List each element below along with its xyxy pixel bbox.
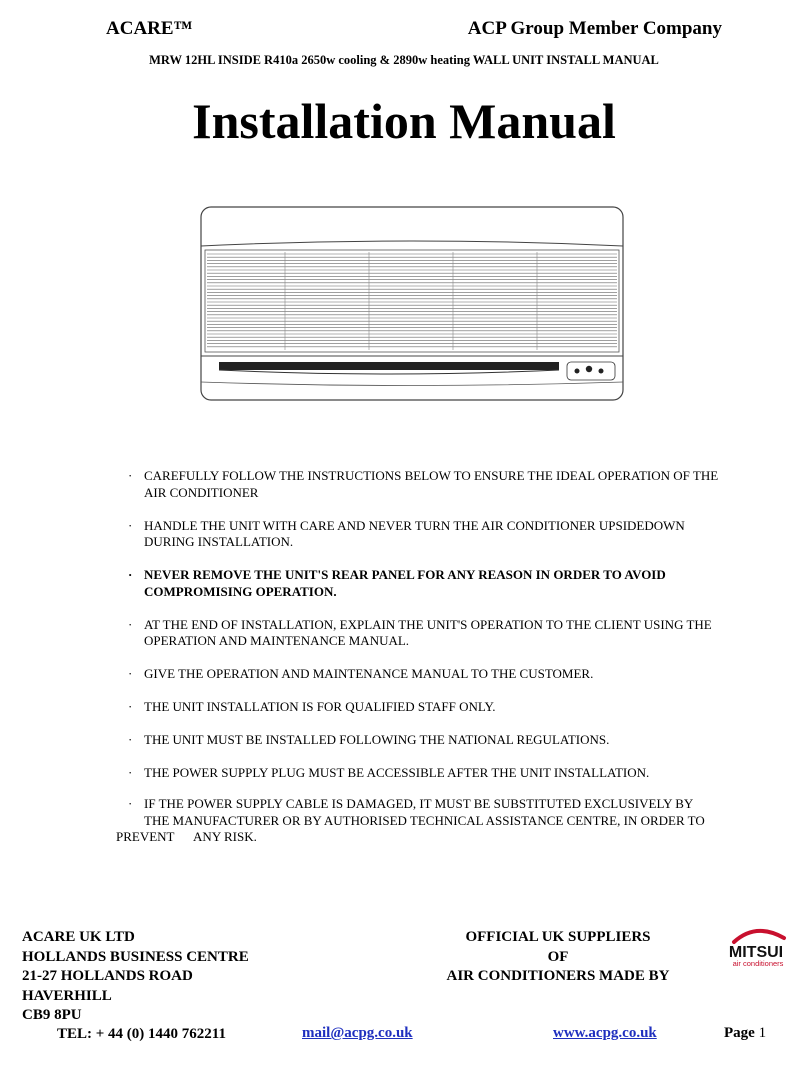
address-line: CB9 8PU bbox=[22, 1007, 82, 1023]
document-subtitle: MRW 12HL INSIDE R410a 2650w cooling & 2890w heating WALL UNIT INSTALL MANUAL bbox=[149, 53, 659, 67]
bullet-dot: · bbox=[128, 567, 133, 582]
list-item-text: THE UNIT MUST BE INSTALLED FOLLOWING THE NATIONAL REGULATIONS. bbox=[144, 732, 610, 747]
page-title: Installation Manual bbox=[192, 93, 616, 149]
list-item bbox=[128, 518, 728, 551]
bullet-dot: · bbox=[128, 699, 133, 714]
suppliers-line: AIR CONDITIONERS MADE BY bbox=[446, 968, 670, 984]
address-line: 21-27 HOLLANDS ROAD bbox=[22, 968, 193, 984]
company-name: ACP Group Member Company bbox=[467, 18, 722, 39]
suppliers-line: OF bbox=[547, 948, 569, 965]
instructions-list bbox=[116, 468, 728, 862]
address-line: HOLLANDS BUSINESS CENTRE bbox=[22, 948, 249, 965]
list-item bbox=[128, 765, 728, 782]
address-line: HAVERHILL bbox=[22, 987, 112, 1004]
company-address bbox=[22, 928, 249, 1026]
list-item bbox=[128, 567, 728, 600]
brand-name: ACARE™ bbox=[106, 18, 193, 39]
mitsui-logo bbox=[718, 924, 794, 968]
list-item-line: THE MANUFACTURER OR BY AUTHORISED TECHNICAL ASSISTANCE CENTRE, IN ORDER TO bbox=[144, 812, 705, 828]
list-item bbox=[128, 732, 728, 749]
list-item bbox=[128, 617, 728, 650]
list-item bbox=[128, 699, 728, 716]
bullet-dot: · bbox=[128, 616, 133, 632]
list-item bbox=[116, 796, 728, 846]
list-item-line: PREVENT ANY RISK. bbox=[116, 829, 257, 844]
website-link[interactable]: www.acpg.co.uk bbox=[553, 1025, 657, 1041]
bullet-dot: · bbox=[128, 765, 133, 780]
list-item-text: NEVER REMOVE THE UNIT'S REAR PANEL FOR ANY REASON IN ORDER TO AVOID COMPROMISING OPERATION. bbox=[144, 567, 666, 599]
page-number-value: 1 bbox=[758, 1025, 767, 1041]
list-item-text: GIVE THE OPERATION AND MAINTENANCE MANUAL TO THE CUSTOMER. bbox=[144, 666, 594, 681]
suppliers-line: OFFICIAL UK SUPPLIERS bbox=[465, 929, 651, 945]
bullet-dot: · bbox=[128, 796, 133, 811]
list-item-line: IF THE POWER SUPPLY CABLE IS DAMAGED, IT MUST BE SUBSTITUTED EXCLUSIVELY BY bbox=[144, 796, 694, 811]
bullet-dot: · bbox=[128, 732, 133, 747]
email-link[interactable]: mail@acpg.co.uk bbox=[302, 1025, 413, 1041]
telephone: TEL: + 44 (0) 1440 762211 bbox=[57, 1026, 226, 1042]
list-item-text: HANDLE THE UNIT WITH CARE AND NEVER TURN THE AIR CONDITIONER UPSIDEDOWN DURING INSTALLATION. bbox=[144, 517, 685, 549]
suppliers-statement bbox=[378, 928, 738, 987]
page-label: Page bbox=[724, 1025, 755, 1041]
bullet-dot: · bbox=[128, 517, 133, 533]
page-number bbox=[724, 1025, 766, 1042]
air-conditioner-illustration bbox=[199, 206, 625, 402]
bullet-dot: · bbox=[128, 468, 133, 483]
bullet-dot: · bbox=[128, 666, 133, 681]
logo-text: MITSUI bbox=[728, 944, 784, 961]
list-item-text: THE UNIT INSTALLATION IS FOR QUALIFIED STAFF ONLY. bbox=[144, 699, 496, 714]
list-item-text: THE POWER SUPPLY PLUG MUST BE ACCESSIBLE AFTER THE UNIT INSTALLATION. bbox=[144, 765, 650, 780]
logo-tagline: air conditioners bbox=[732, 959, 784, 968]
list-item-text: AT THE END OF INSTALLATION, EXPLAIN THE UNIT'S OPERATION TO THE CLIENT USING THE OPERATION AND MAINTENANCE MANUAL. bbox=[144, 616, 712, 648]
list-item-text: CAREFULLY FOLLOW THE INSTRUCTIONS BELOW TO ENSURE THE IDEAL OPERATION OF THE AIR CONDITIONER bbox=[144, 468, 719, 500]
list-item bbox=[128, 468, 728, 501]
address-line: ACARE UK LTD bbox=[22, 929, 135, 945]
list-item bbox=[128, 666, 728, 683]
